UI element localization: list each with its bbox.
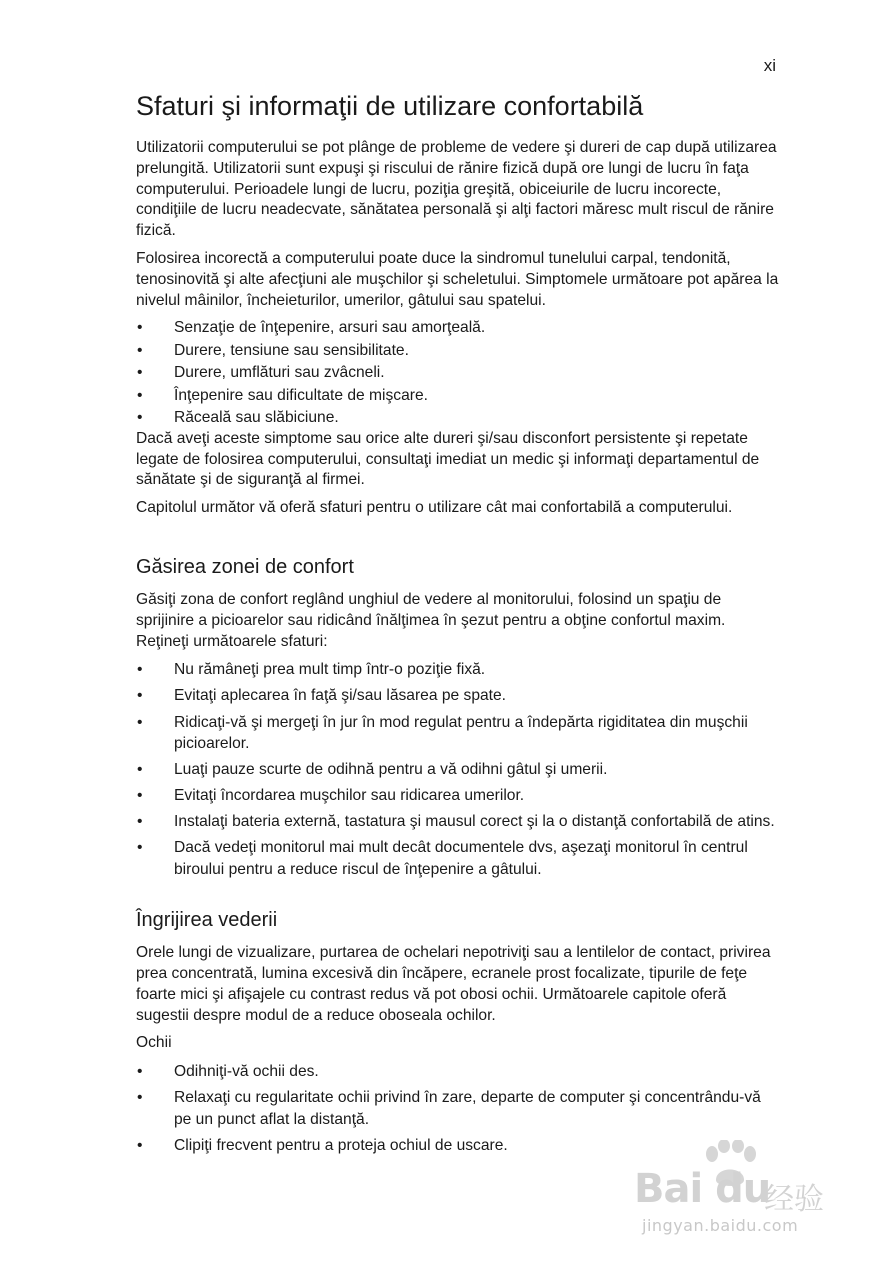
after-symptoms-paragraph-1: Dacă aveţi aceste simptome sau orice alte dureri şi/sau disconfort persistente şi repetate legate de folosirea computerului, consultaţi imediat un medic şi informaţi departamentul de sănătate şi de siguranţă al firmei. [136, 429, 760, 489]
bullet-icon: • [137, 364, 143, 382]
list-item: • Relaxaţi cu regularitate ochii privind în zare, departe de computer şi concentrându-vă pe un punct aflat la distanţă. [137, 1089, 761, 1128]
bullet-icon: • [137, 787, 143, 805]
list-item: • Luaţi pauze scurte de odihnă pentru a vă odihni gâtul şi umerii. [136, 759, 781, 781]
list-item: • Senzaţie de înţepenire, arsuri sau amorţeală. [136, 318, 781, 339]
watermark-cn-text: 经验 [764, 1182, 824, 1217]
bullet-icon: • [137, 1136, 143, 1154]
page-number: xi [763, 56, 776, 75]
bullet-icon: • [137, 813, 143, 831]
bullet-icon: • [137, 319, 143, 337]
symptoms-list [136, 318, 781, 428]
list-item: • Instalaţi bateria externă, tastatura şi mausul corect şi la o distanţă confortabilă de atins. [136, 811, 781, 833]
comfort-tips-list [136, 659, 781, 880]
bullet-icon: • [137, 661, 143, 679]
vision-heading: Îngrijirea vederii [136, 909, 278, 932]
list-item: • Ridicaţi-vă şi mergeţi în jur în mod regulat pentru a îndepărta rigiditatea din muşchii picioarelor. [137, 713, 748, 753]
watermark-logo-text: Bai du [634, 1166, 771, 1212]
list-item: • Clipiţi frecvent pentru a proteja ochiul de uscare. [136, 1135, 781, 1157]
list-item: • Durere, tensiune sau sensibilitate. [136, 341, 781, 362]
list-item: • Odihniţi-vă ochii des. [136, 1061, 781, 1083]
list-item: • Răceală sau slăbiciune. [136, 408, 781, 429]
intro-paragraph-2: Folosirea incorectă a computerului poate duce la sindromul tunelului carpal, tendonită, tenosinovită şi alte afecţiuni ale muşchilor şi scheletului. Simptomele următoare pot apărea la nivelul mâinilor, încheieturilor, umerilor, gâtului sau spatelui. [136, 249, 779, 309]
list-item: • Durere, umflături sau zvâcneli. [136, 363, 781, 384]
bullet-icon: • [137, 386, 143, 404]
bullet-icon: • [137, 408, 143, 426]
after-symptoms-paragraph-2: Capitolul următor vă oferă sfaturi pentru o utilizare cât mai confortabilă a computerului. [136, 499, 733, 517]
eyes-subheading: Ochii [136, 1034, 172, 1052]
vision-paragraph: Orele lungi de vizualizare, purtarea de ochelari nepotriviţi sau a lentilelor de contact, privirea prea concentrată, lumina excesivă din încăpere, ecranele prost focalizate, tipurile de feţe foarte mici şi afişajele cu contrast redus vă pot obosi ochii. Următoarele capitole oferă sugestii despre modul de a reduce oboseala ochilor. [136, 944, 771, 1024]
document-body [136, 88, 781, 1161]
bullet-icon: • [137, 341, 143, 359]
bullet-icon: • [137, 1063, 143, 1081]
page-title: Sfaturi şi informaţii de utilizare confortabilă [136, 91, 644, 121]
bullet-icon: • [137, 1089, 143, 1107]
watermark-url: jingyan.baidu.com [642, 1216, 799, 1235]
comfort-paragraph: Găsiţi zona de confort reglând unghiul de vedere al monitorului, folosind un spaţiu de sprijinire a picioarelor sau ridicând înălţimea în şezut pentru a obţine confortul maxim. Reţineţi următoarele sfaturi: [136, 590, 726, 650]
baidu-jingyan-watermark [632, 1140, 852, 1260]
list-item: • Nu rămâneţi prea mult timp într-o poziţie fixă. [136, 659, 781, 681]
bullet-icon: • [137, 713, 143, 731]
comfort-heading: Găsirea zonei de confort [136, 555, 354, 578]
list-item: • Dacă vedeţi monitorul mai mult decât documentele dvs, aşezaţi monitorul în centrul biroului pentru a reduce riscul de înţepenire a gâtului. [137, 839, 748, 879]
list-item: • Evitaţi încordarea muşchilor sau ridicarea umerilor. [136, 785, 781, 807]
bullet-icon: • [137, 687, 143, 705]
list-item: • Înţepenire sau dificultate de mişcare. [136, 386, 781, 407]
bullet-icon: • [137, 839, 143, 857]
bullet-icon: • [137, 761, 143, 779]
intro-paragraph-1: Utilizatorii computerului se pot plânge de probleme de vedere şi dureri de cap după utilizarea prelungită. Utilizatorii sunt expuşi şi riscului de rănire fizică după ore lungi de lucru în faţa computerului. Perioadele lungi de lucru, poziţia greşită, obiceiurile de lucru incorecte, condiţiile de lucru neadecvate, sănătatea personală şi alţi factori măresc mult riscul de rănire fizică. [136, 139, 777, 240]
list-item: • Evitaţi aplecarea în faţă şi/sau lăsarea pe spate. [136, 685, 781, 707]
